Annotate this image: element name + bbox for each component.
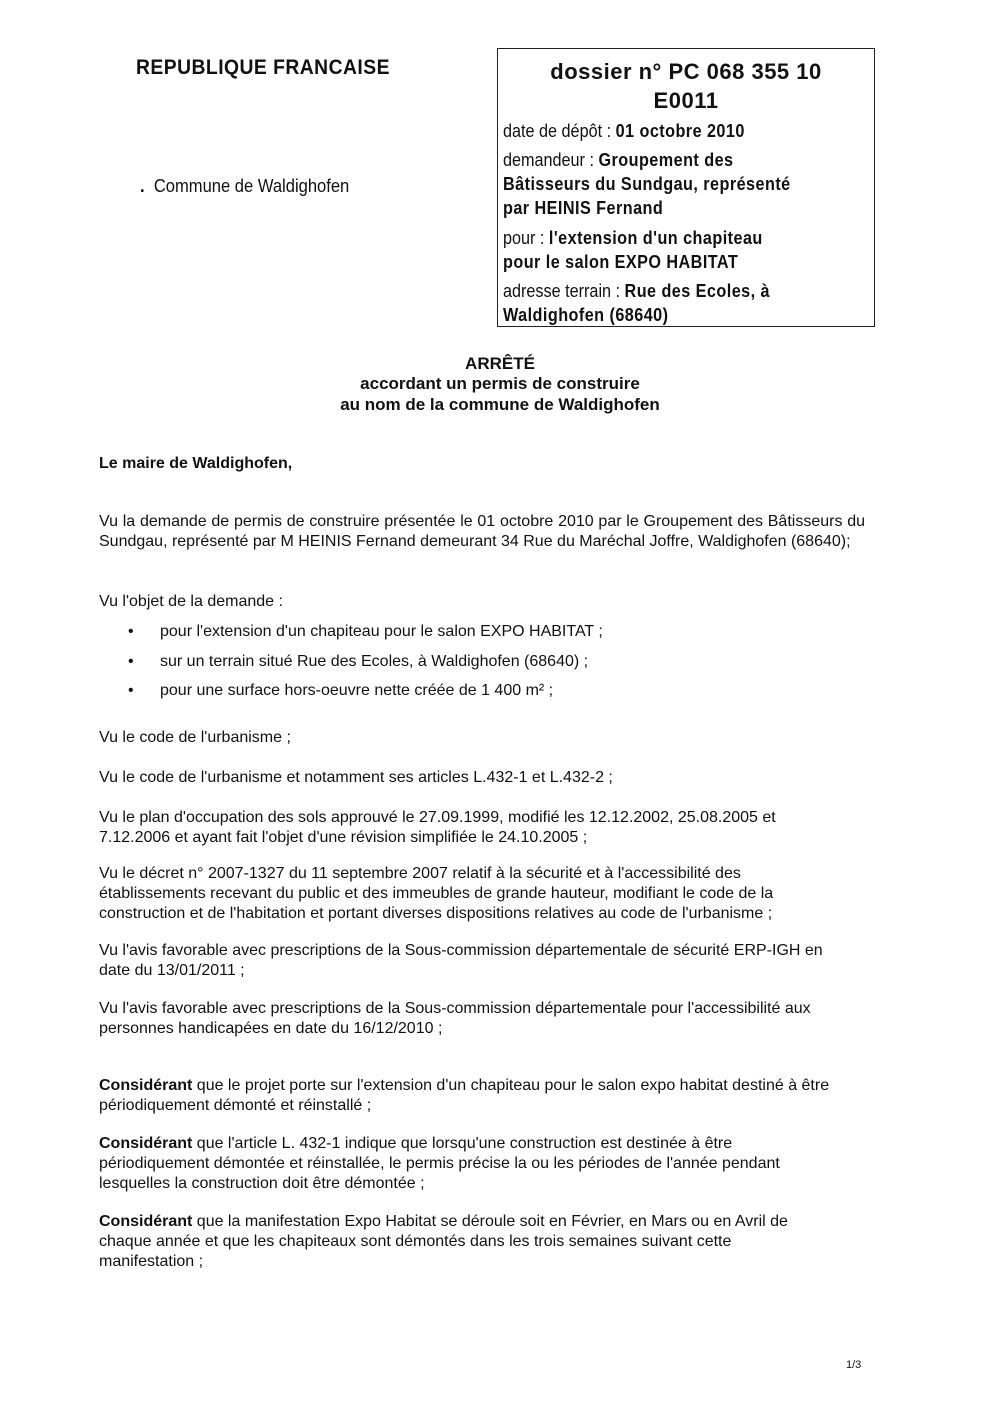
purpose-label: pour : xyxy=(503,228,549,248)
applicant-value-3: par HEINIS Fernand xyxy=(503,198,664,218)
bullet-icon: • xyxy=(128,653,134,670)
republic-heading: REPUBLIQUE FRANCAISE xyxy=(136,56,390,79)
considerant-3-line-2: chaque année et que les chapiteaux sont démontés dans les trois semaines suivant cette xyxy=(99,1233,732,1250)
vu-objet-heading: Vu l'objet de la demande : xyxy=(99,593,283,610)
considerant-3-line-1: que la manifestation Expo Habitat se déroule soit en Février, en Mars ou en Avril de xyxy=(192,1213,788,1230)
vu-avis-accessibilite-paragraph xyxy=(99,999,865,1039)
commune-name: Commune de Waldighofen xyxy=(153,176,350,196)
vu-plan-paragraph xyxy=(99,808,865,848)
considerant-paragraph-2 xyxy=(99,1134,865,1194)
decree-subtitle-1: accordant un permis de construire xyxy=(360,374,640,393)
applicant-value-2: Bâtisseurs du Sundgau, représenté xyxy=(503,174,791,194)
vu-plan-line-2: 7.12.2006 et ayant fait l'objet d'une révision simplifiée le 24.10.2005 ; xyxy=(99,829,588,846)
bullet-text: sur un terrain situé Rue des Ecoles, à Waldighofen (68640) ; xyxy=(160,653,589,670)
vu-avis-securite-line-2: date du 13/01/2011 ; xyxy=(99,962,245,979)
purpose-value-2: pour le salon EXPO HABITAT xyxy=(503,252,739,272)
decree-title: ARRÊTÉ xyxy=(465,354,535,373)
purpose xyxy=(503,226,872,274)
vu-decret-line-2: établissements recevant du public et des immeubles de grande hauteur, modifiant le code de la xyxy=(99,885,774,902)
dossier-box xyxy=(497,48,875,327)
land-address-label: adresse terrain : xyxy=(503,281,625,301)
considerant-label: Considérant xyxy=(99,1135,193,1152)
bullet-text: pour une surface hors-oeuvre nette créée de 1 400 m² ; xyxy=(160,682,554,699)
vu-decret-line-1: Vu le décret n° 2007-1327 du 11 septembre 2007 relatif à la sécurité et à l'accessibilité des xyxy=(99,865,741,882)
deposit-date-value: 01 octobre 2010 xyxy=(615,121,745,141)
purpose-value-1: l'extension d'un chapiteau xyxy=(548,228,763,248)
vu-avis-access-line-2: personnes handicapées en date du 16/12/2010 ; xyxy=(99,1020,443,1037)
vu-demande-paragraph: Vu la demande de permis de construire présentée le 01 octobre 2010 par le Groupement des Bâtisseurs du Sundgau, représenté par M HEINIS Fernand demeurant 34 Rue du Maréchal Joffre, Waldighofen (68640); xyxy=(99,513,865,550)
bullet-icon: • xyxy=(128,623,134,640)
object-bullet-item xyxy=(128,681,553,701)
applicant xyxy=(503,148,872,220)
object-bullet-item xyxy=(128,622,603,642)
vu-decret-paragraph xyxy=(99,864,865,924)
considerant-1-line-1: que le projet porte sur l'extension d'un chapiteau pour le salon expo habitat destiné à être xyxy=(192,1077,830,1094)
commune-line xyxy=(140,176,349,197)
vu-code-articles-paragraph: Vu le code de l'urbanisme et notamment ses articles L.432-1 et L.432-2 ; xyxy=(99,769,613,786)
land-address xyxy=(503,279,872,327)
considerant-2-line-3: lesquelles la construction doit être démontée ; xyxy=(99,1175,425,1192)
page-number: 1/3 xyxy=(846,1359,862,1371)
mayor-line: Le maire de Waldighofen, xyxy=(99,455,293,472)
land-address-value-1: Rue des Ecoles, à xyxy=(624,281,770,301)
object-bullet-item xyxy=(128,652,588,672)
considerant-label: Considérant xyxy=(99,1213,193,1230)
applicant-value-1: Groupement des xyxy=(598,150,734,170)
vu-plan-line-1: Vu le plan d'occupation des sols approuvé le 27.09.1999, modifié les 12.12.2002, 25.08.2005 et xyxy=(99,809,776,826)
bullet-icon: • xyxy=(128,682,134,699)
decree-subtitle-2: au nom de la commune de Waldighofen xyxy=(340,395,660,414)
vu-avis-securite-line-1: Vu l'avis favorable avec prescriptions de la Sous-commission départementale de sécurité ERP-IGH en xyxy=(99,942,823,959)
considerant-2-line-1: que l'article L. 432-1 indique que lorsqu'une construction est destinée à être xyxy=(192,1135,733,1152)
deposit-date xyxy=(503,119,872,143)
considerant-2-line-2: périodiquement démontée et réinstallée, le permis précise la ou les périodes de l'année pendant xyxy=(99,1155,780,1172)
considerant-3-line-3: manifestation ; xyxy=(99,1253,204,1270)
dossier-number-line-2: E0011 xyxy=(653,88,719,113)
bullet-text: pour l'extension d'un chapiteau pour le salon EXPO HABITAT ; xyxy=(160,623,603,640)
land-address-value-2: Waldighofen (68640) xyxy=(503,305,669,325)
considerant-paragraph-3 xyxy=(99,1212,865,1272)
considerant-label: Considérant xyxy=(99,1077,193,1094)
vu-avis-securite-paragraph xyxy=(99,941,865,981)
deposit-date-label: date de dépôt : xyxy=(503,121,616,141)
applicant-label: demandeur : xyxy=(503,150,599,170)
dossier-number xyxy=(498,57,874,115)
vu-avis-access-line-1: Vu l'avis favorable avec prescriptions de la Sous-commission départementale pour l'accessibilité aux xyxy=(99,1000,811,1017)
considerant-1-line-2: périodiquement démonté et réinstallé ; xyxy=(99,1097,372,1114)
vu-code-paragraph: Vu le code de l'urbanisme ; xyxy=(99,729,291,746)
dossier-number-line-1: dossier n° PC 068 355 10 xyxy=(550,59,822,84)
commune-bullet: . xyxy=(140,176,145,196)
considerant-paragraph-1 xyxy=(99,1076,865,1116)
vu-decret-line-3: construction et de l'habitation et portant diverses dispositions relatives au code de l'urbanisme ; xyxy=(99,905,773,922)
